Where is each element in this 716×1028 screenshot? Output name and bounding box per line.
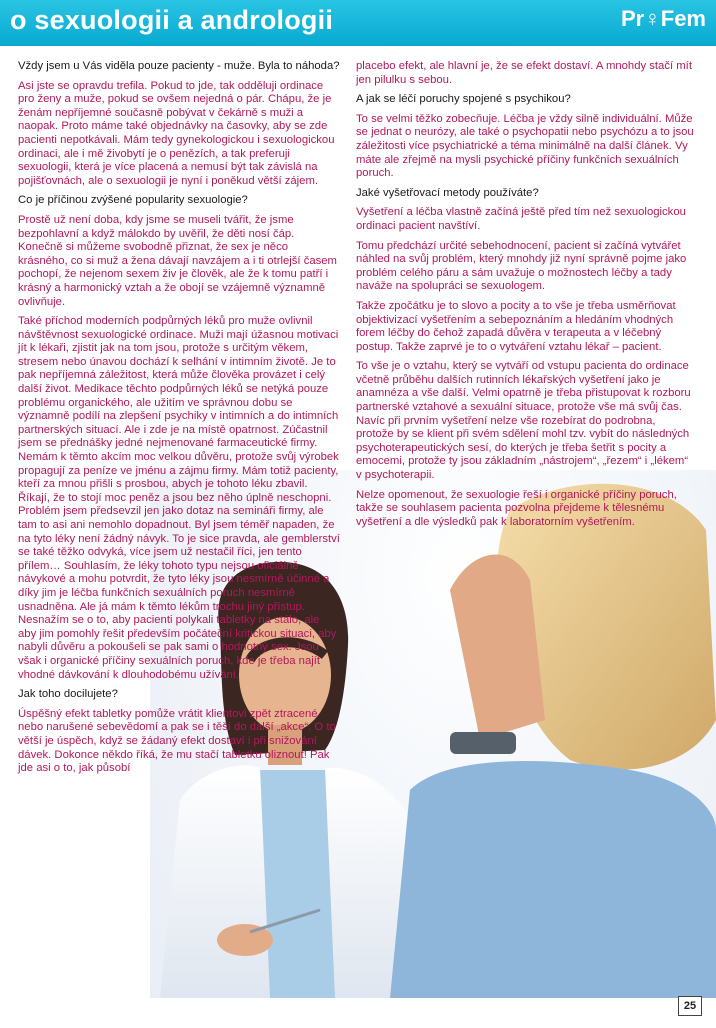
question-4: A jak se léčí poruchy spojené s psychikou? [356,93,571,106]
question-3: Jak toho docilujete? [18,688,118,701]
answer-3: Také příchod moderních podpůrných léků pro muže ovlivnil návštěvnost sexuologické ordinace. Muži mají úžasnou motivaci jít k lékaři, zjistit jak na tom jsou, protože s určitým věkem, stresem nebo únavou dochází k selhání v intimním životě. Je to pak nepříjemná záležitost, která může člověka provázet i celý další život. Medikace těchto podpůrných léků se netýká pouze problému organického, ale užitím ve správnou dobu se významně podílí na zlepšení psychiky v intimních a do intimních partnerských situací. Ale i zde je na místě opatrnost. Zúčastnil jsem se přednášky jedné nejmenované farmaceutické firmy. Nemám k těmto akcím moc velkou důvěru, protože svůj výrobek propagují za peníze ve jménu a zájmu firmy. Mám totiž pacienty, kteří za mnou přišli s prosbou, abych je tohoto léku zbavil. Říkají, že to stojí moc peněz a jsou bez něho úplně neschopni. Problém jsem předsevzil jen jako dotaz na semináři firmy, ale tam to asi ani nemohlo dopadnout. Byl jsem téměř napaden, že na tyto léky není žádný návyk. To je sice pravda, ale gemblerství se také těžko odvyká, více jsem už nestačil říci, jen tento přílem… Souhlasím, že léky tohoto typu nejsou oficiálně návykové a mohu potvrdit, že tyto léky jsou nesmírně účinné a díky jim je léčba funkčních sexuálních poruch nesmírně usnadněna. Ale já mám k těmto lékům trochu jiný přístup. Nesnažím se o to, aby pacienti polykali tabletky na stálo, ale aby jim pomohly řešit především počáteční kritickou situaci, aby nabyli důvěru a pokoušeli se pak sami o hodnotný sex. Jsou však i organické příčiny sexuálních poruch, kde je třeba najít vhodné dávkování k dlouhodobému užívání. [18,315,340,681]
answer-2: Prostě už není doba, kdy jsme se museli tvářit, že jsme bezpohlavní a když málokdo by uvěřil, že děti nosí čáp. Konečně si můžeme svobodně přiznat, že sex je něco krásného, co si muž a žena dávají navzájem a i ti otrlejší časem pochopí, že nejenom sexem živ je člověk, ale že k tomu patří i krásný a harmonický vztah a že obojí se vzájemně významně ovlivňuje. [18,213,337,308]
brand-text-pre: Pr [621,6,645,31]
page-title: o sexuologii a andrologii [10,5,334,35]
answer-9: Takže zpočátku je to slovo a pocity a to vše je třeba usměrňovat objektivizací vyšetřením a sebepoznáním a hledáním vhodných forem léčby do čehož zapadá důvěra v terapeuta a v léčebný postup. Takže zaprvé je to o vytváření vztahu lékař – pacient. [356,299,676,353]
answer-11: Nelze opomenout, že sexuologie řeší i organické příčiny poruch, takže se souhlasem pacienta pozvolna přejdeme k tělesnému vyšetření a dle výsledků pak k laboratorním vyšetřením. [356,488,677,528]
right-column [356,60,696,535]
answer-1: Asi jste se opravdu trefila. Pokud to jde, tak odděluji ordinace pro ženy a muže, pokud se ovšem nejedná o pár. Chápu, že je ženám nepříjemné současně pobývat v čekárně s muži a naopak. Proto máme také objednávky na časovky, aby se zde pacienti nepotkávali. Mám tedy gynekologickou i sexuologickou ordinaci, ale i mě živobytí je o penězích, a tak preferuji sexuologii, která je více placená a nemusí být tak závislá na pojišťovnách, ale o sexuologii je nyní i poněkud větší zájem. [18,79,335,187]
page-number: 25 [678,996,702,1016]
brand-text-post: Fem [660,6,706,31]
brand-logo [621,6,706,32]
answer-4: Úspěšný efekt tabletky pomůže vrátit klientovi zpět ztracené nebo narušené sebevědomí a pak se i těší do další „akce“. O to větší je úspěch, když se žádaný efekt dostaví i při snižování dávek. Dokonce někdo říká, že mu stačí tabletku oliznout! Pak jde asi o to, jak působí [18,707,336,775]
question-1: Vždy jsem u Vás viděla pouze pacienty - muže. Byla to náhoda? [18,60,340,72]
answer-6: To se velmi těžko zobecňuje. Léčba je vždy silně individuální. Může se jednat o neurózy, ale také o psychopatii nebo psychózu a to jsou záležitosti více psychiatrické a téma minimálně na další článek. Vy máte ale zřejmě na mysli psychické příčiny funkčních sexuálních poruch. [356,112,694,180]
answer-7: Vyšetření a léčba vlastně začíná ještě před tím než sexuologickou ordinaci pacient navštíví. [356,206,686,232]
left-column [18,60,340,782]
answer-10: To vše je o vztahu, který se vytváří od vstupu pacienta do ordinace včetně průběhu dalších rutinních lékařských vyšetření jako je anamnéza a vše další. Velmi opatrně je třeba přistupovat k rozboru partnerské vztahové a sexuální situace, protože vše má svůj čas. Navíc při prvním vyšetření nelze vše rozebírat do podrobna, protože by se klient při svém sdělení mohl tzv. vybít do následných psychoterapeutických sesí, do kterých je třeba šetřit s pocity a emocemi, protože ty jsou základním „nástrojem“, „řezem“ i „lékem“ v psychoterapii. [356,360,691,482]
answer-5: placebo efekt, ale hlavní je, že se efekt dostaví. A mnohdy stačí mít jen pilulku s sebou. [356,60,692,86]
question-5: Jaké vyšetřovací metody používáte? [356,186,539,199]
header-bar [0,0,716,46]
question-2: Co je příčinou zvýšené popularity sexuologie? [18,194,248,207]
venus-icon: ♀ [644,6,661,31]
answer-8: Tomu předchází určité sebehodnocení, pacient si začíná vytvářet náhled na svůj problém, který mnohdy již nyní správně pojme jako problém celého páru a sám uvažuje o možnostech léčby a tady naváže na spolupráci se sexuologem. [356,239,687,293]
